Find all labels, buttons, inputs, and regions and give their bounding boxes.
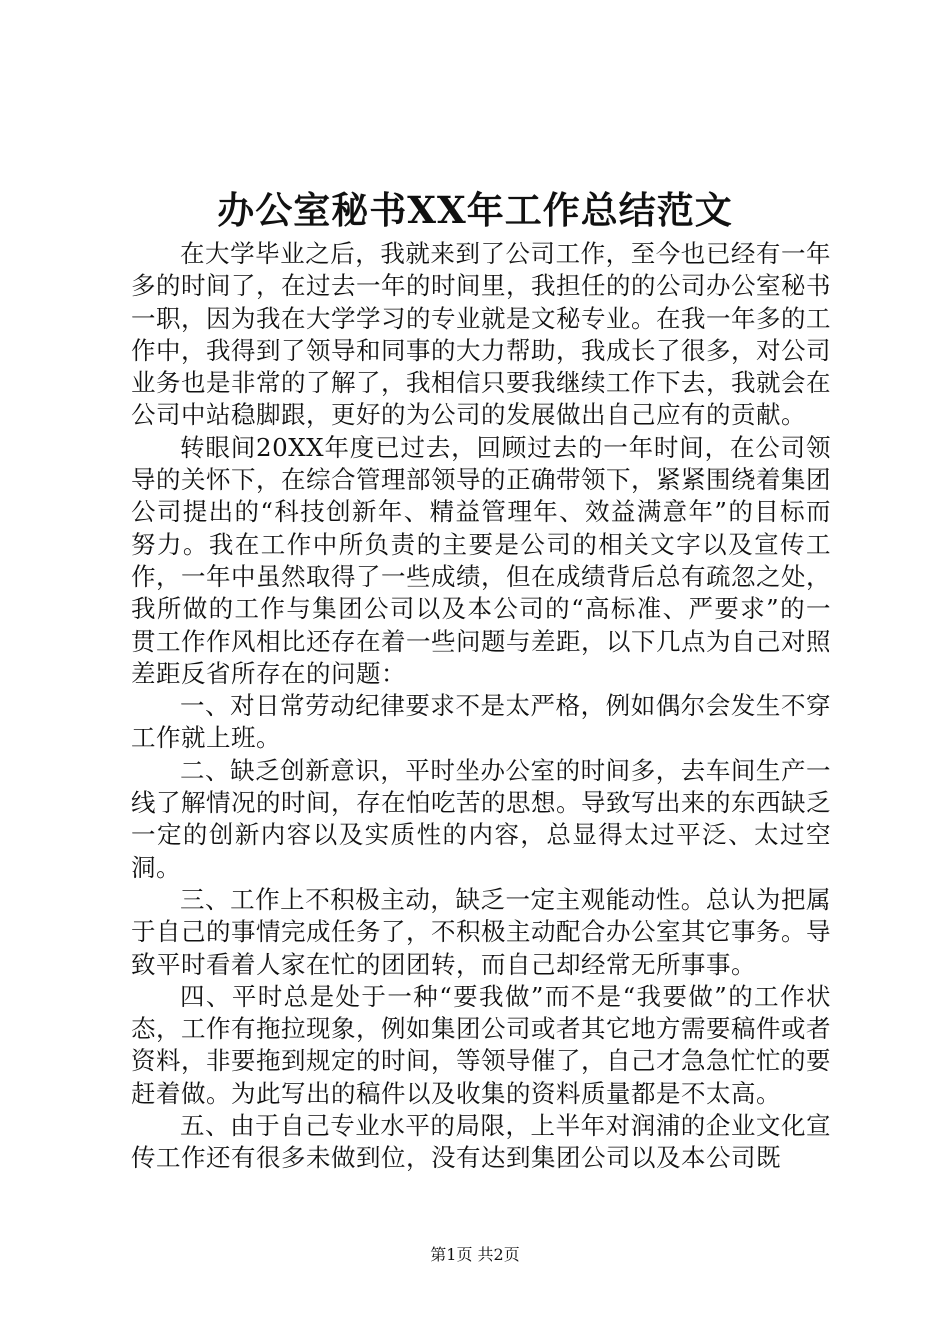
- paragraph-issue-1: 一、对日常劳动纪律要求不是太严格，例如偶尔会发生不穿工作就上班。: [131, 691, 831, 753]
- paragraph-review: 转眼间20XX年度已过去，回顾过去的一年时间，在公司领导的关怀下，在综合管理部领导的正确带领下，紧紧围绕着集团公司提出的“科技创新年、精益管理年、效益满意年”的目标而努力。我在工作中所负责的主要是公司的相关文字以及宣传工作，一年中虽然取得了一些成绩，但在成绩背后总有疏忽之处，我所做的工作与集团公司以及本公司的“高标准、严要求”的一贯工作作风相比还存在着一些问题与差距，以下几点为自己对照差距反省所存在的问题：: [131, 432, 831, 688]
- paragraph-issue-2: 二、缺乏创新意识，平时坐办公室的时间多，去车间生产一线了解情况的时间，存在怕吃苦的思想。导致写出来的东西缺乏一定的创新内容以及实质性的内容，总显得太过平泛、太过空洞。: [131, 755, 831, 882]
- paragraph-issue-5: 五、由于自己专业水平的局限，上半年对润浦的企业文化宣传工作还有很多未做到位，没有达到集团公司以及本公司既: [131, 1111, 831, 1173]
- paragraph-intro: 在大学毕业之后，我就来到了公司工作，至今也已经有一年多的时间了，在过去一年的时间里，我担任的的公司办公室秘书一职，因为我在大学学习的专业就是文秘专业。在我一年多的工作中，我得到了领导和同事的大力帮助，我成长了很多，对公司业务也是非常的了解了，我相信只要我继续工作下去，我就会在公司中站稳脚跟，更好的为公司的发展做出自己应有的贡献。: [131, 239, 831, 430]
- document-title: 办公室秘书XX年工作总结范文: [217, 188, 733, 232]
- paragraph-issue-4: 四、平时总是处于一种“要我做”而不是“我要做”的工作状态，工作有拖拉现象，例如集团公司或者其它地方需要稿件或者资料，非要拖到规定的时间，等领导催了，自己才急急忙忙的要赶着做。为此写出的稿件以及收集的资料质量都是不太高。: [131, 981, 831, 1108]
- document-body: [131, 238, 831, 1175]
- paragraph-issue-3: 三、工作上不积极主动，缺乏一定主观能动性。总认为把属于自己的事情完成任务了，不积极主动配合办公室其它事务。导致平时看着人家在忙的团团转，而自己却经常无所事事。: [131, 884, 831, 979]
- page-number-footer: 第1页 共2页: [430, 1245, 520, 1264]
